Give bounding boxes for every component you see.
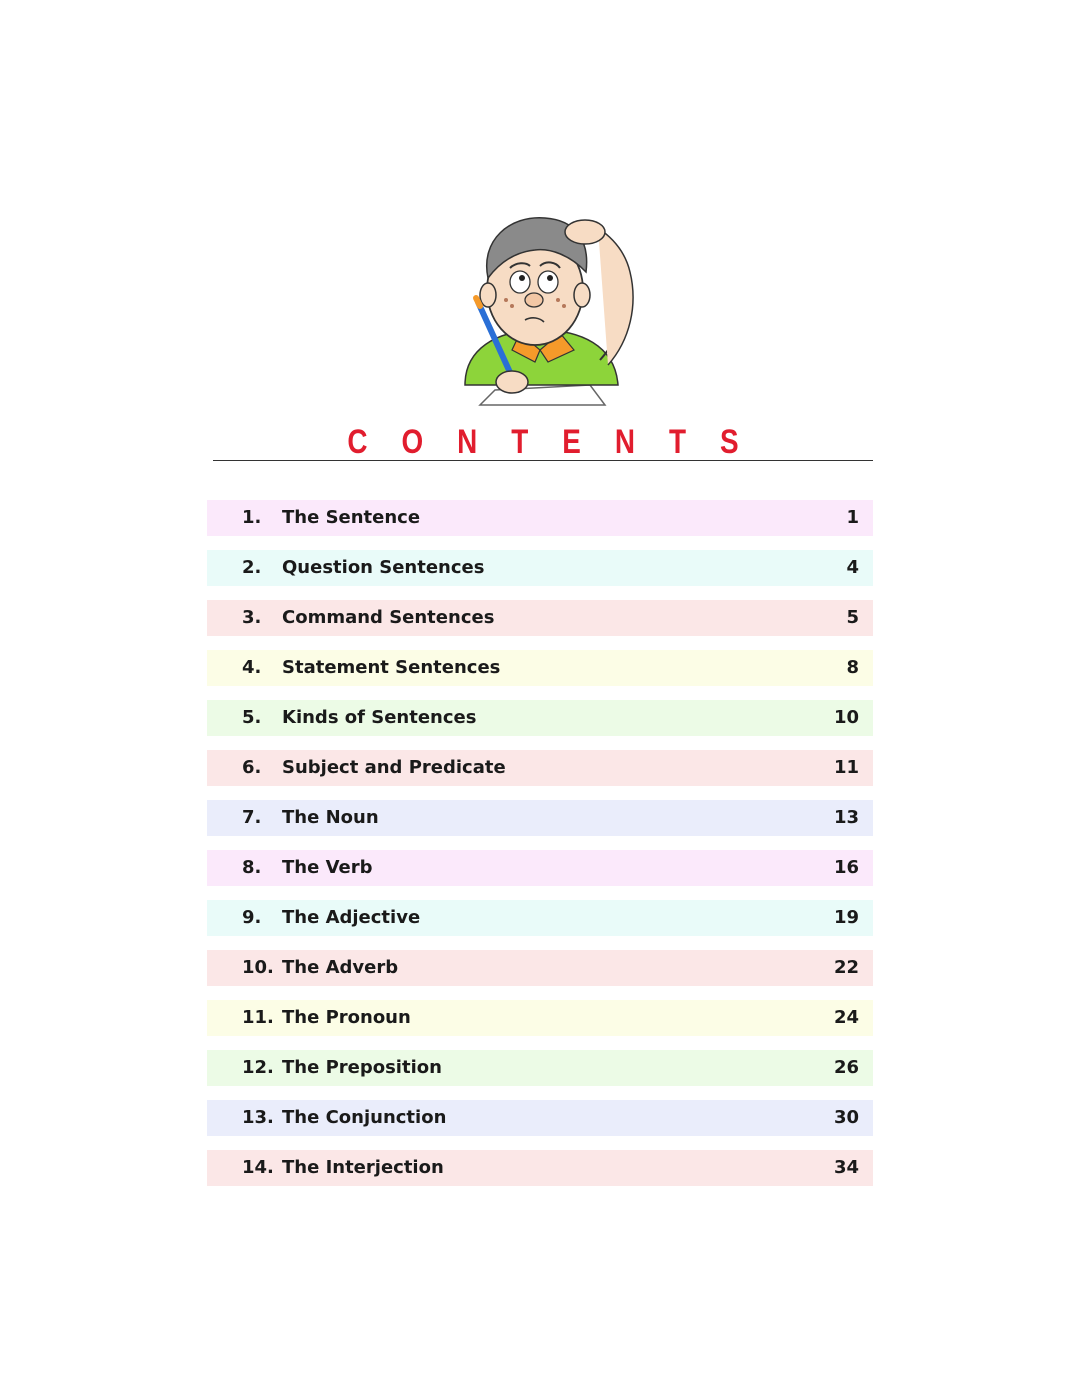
toc-row[interactable] (207, 700, 873, 736)
toc-row-title: The Sentence (282, 507, 421, 528)
toc-row[interactable] (207, 750, 873, 786)
toc-row-page: 24 (833, 1007, 859, 1028)
toc-row[interactable] (207, 1150, 873, 1186)
toc-row-title: The Conjunction (282, 1107, 447, 1128)
toc-row-title: Kinds of Sentences (282, 707, 477, 728)
toc-row-number: 14. (242, 1157, 274, 1178)
toc-row[interactable] (207, 1050, 873, 1086)
toc-row-number: 10. (242, 957, 274, 978)
toc-row-number: 8. (242, 857, 262, 878)
toc-row-title: Statement Sentences (282, 657, 501, 678)
toc-row-number: 6. (242, 757, 262, 778)
confused-boy-writing-icon (440, 200, 640, 420)
toc-row-page: 11 (833, 757, 859, 778)
toc-row-page: 34 (833, 1157, 859, 1178)
toc-row-page: 22 (833, 957, 859, 978)
toc-row[interactable] (207, 650, 873, 686)
toc-row-number: 7. (242, 807, 262, 828)
toc-row-number: 3. (242, 607, 262, 628)
page-title: C O N T E N T S (347, 423, 752, 461)
table-of-contents (207, 500, 873, 1200)
toc-row-title: Command Sentences (282, 607, 495, 628)
toc-row-page: 13 (833, 807, 859, 828)
toc-row-title: Question Sentences (282, 557, 485, 578)
toc-row-page: 1 (846, 507, 859, 528)
toc-row-page: 19 (833, 907, 859, 928)
toc-row-title: The Adverb (282, 957, 399, 978)
toc-row-title: The Preposition (282, 1057, 442, 1078)
toc-row-number: 9. (242, 907, 262, 928)
toc-row-number: 2. (242, 557, 262, 578)
toc-row[interactable] (207, 950, 873, 986)
toc-row[interactable] (207, 800, 873, 836)
toc-row[interactable] (207, 900, 873, 936)
toc-row-title: The Verb (282, 857, 373, 878)
toc-row-number: 12. (242, 1057, 274, 1078)
toc-row[interactable] (207, 600, 873, 636)
toc-row-title: The Pronoun (282, 1007, 411, 1028)
toc-row-number: 4. (242, 657, 262, 678)
toc-row[interactable] (207, 550, 873, 586)
toc-row-number: 5. (242, 707, 262, 728)
toc-row-page: 30 (833, 1107, 859, 1128)
toc-row-title: The Interjection (282, 1157, 444, 1178)
toc-row-page: 5 (846, 607, 859, 628)
toc-row-number: 1. (242, 507, 262, 528)
toc-row[interactable] (207, 1100, 873, 1136)
toc-row[interactable] (207, 500, 873, 536)
toc-row-page: 8 (846, 657, 859, 678)
toc-row-title: The Noun (282, 807, 379, 828)
toc-row-page: 16 (833, 857, 859, 878)
toc-row-page: 10 (833, 707, 859, 728)
toc-row[interactable] (207, 1000, 873, 1036)
toc-row-number: 11. (242, 1007, 274, 1028)
title-divider (213, 460, 873, 461)
toc-row-page: 26 (833, 1057, 859, 1078)
toc-row-title: The Adjective (282, 907, 421, 928)
toc-row-title: Subject and Predicate (282, 757, 506, 778)
toc-row-number: 13. (242, 1107, 274, 1128)
toc-row[interactable] (207, 850, 873, 886)
toc-row-page: 4 (846, 557, 859, 578)
